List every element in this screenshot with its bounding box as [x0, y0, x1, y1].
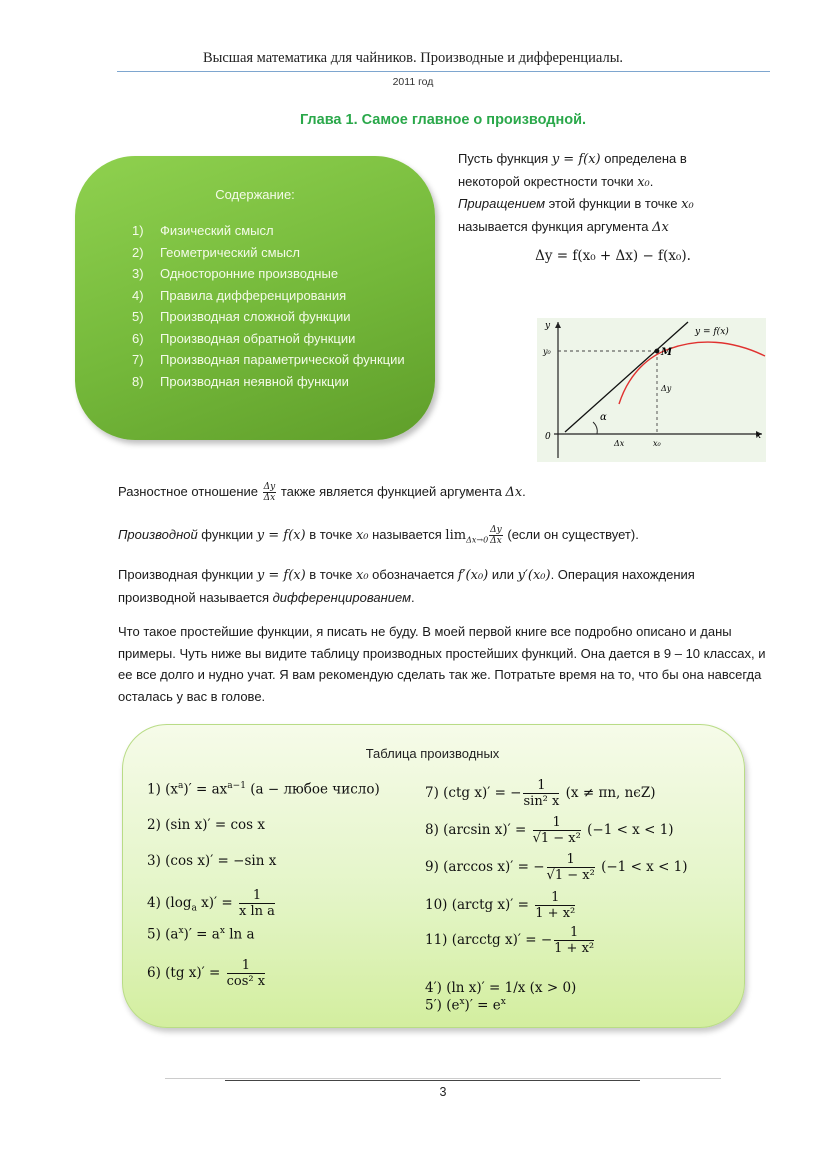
- footer-divider: [165, 1078, 721, 1079]
- header-divider: [117, 71, 770, 72]
- graph-dx-label: Δx: [614, 439, 625, 448]
- formula-6: 6) (tg x)′ = $\frac{1}{\text{cos² x}}$: [147, 958, 266, 989]
- formula-5: 5) $(a^x)' = a^x$ ln a: [147, 926, 255, 943]
- running-header: Высшая математика для чайников. Производные и дифференциалы.: [202, 50, 624, 66]
- toc-item: 3) Односторонние производные: [132, 266, 339, 281]
- formula-1: 1) $(x^a)' = ax^{a-1}$ (a − любое число): [147, 781, 380, 798]
- toc-item: 8) Производная неявной функции: [132, 373, 349, 389]
- derivative-notation-paragraph: Производная функции y = f(x) в точке x₀ обозначается f′(x₀) или y′(x₀). Операция нахождения производной называется дифференцированием.: [118, 567, 695, 605]
- formula-10: 10) (arctg x)′ = $\frac{1}{\text{1 + x²}}$: [425, 890, 576, 921]
- graph-angle-label: α: [600, 412, 607, 423]
- toc-list: [132, 220, 422, 392]
- derivative-definition-paragraph: Производной функции y = f(x) в точке x₀ называется $\lim_{\Delta x\to 0}$ $\frac{\Delta y}{\Delta x}$ (если он существует).: [118, 525, 639, 547]
- toc-item: 4) Правила дифференцирования: [132, 287, 347, 303]
- graph-x0-label: x₀: [653, 439, 661, 448]
- page-number: 3: [439, 1085, 447, 1099]
- formula-7: 7) (ctg x)′ = − $\frac{1}{\text{sin² x}}$ (x ≠ πn, nϵZ): [425, 778, 656, 809]
- header-year: 2011 год: [392, 76, 434, 88]
- toc-item: 2) Геометрический смысл: [132, 244, 301, 260]
- formula-4-prime: 4′) (ln x)′ = 1/x (x > 0): [425, 980, 577, 996]
- derivatives-table-title: Таблица производных: [365, 746, 500, 761]
- graph-svg: [537, 318, 766, 462]
- toc-item: 6) Производная обратной функции: [132, 330, 356, 346]
- increment-formula: Δy = f(x₀ + Δx) − f(x₀).: [535, 248, 691, 264]
- toc-item: 5) Производная сложной функции: [132, 309, 351, 324]
- graph-dy-label: Δy: [661, 384, 672, 393]
- graph-origin-label: 0: [545, 432, 551, 442]
- formula-4: 4) ($\log_a$ x)′ = $\frac{1}{\text{x ln a}}$: [147, 888, 275, 919]
- toc-title: Содержание:: [215, 187, 295, 202]
- formula-8: 8) (arcsin x)′ = $\frac{1}{\text{√1 − x²}}$ (−1 < x < 1): [425, 815, 674, 846]
- difference-quotient-paragraph: Разностное отношение $\frac{\Delta y}{\Delta x}$ также является функцией аргумента Δx.: [118, 482, 526, 504]
- chapter-title: Глава 1. Самое главное о производной.: [299, 112, 587, 128]
- intro-paragraph: Пусть функция y = f(x) определена в некоторой окрестности точки x₀. Приращением этой функции в точке x₀ называется функция аргумента Δx: [458, 151, 694, 235]
- graph-x-label: x: [756, 431, 762, 441]
- graph-y0-label: y₀: [543, 347, 551, 356]
- toc-item: 1) Физический смысл: [132, 223, 274, 238]
- footer-divider-dark: [225, 1080, 640, 1081]
- formula-5-prime: 5′) $(e^x)' = e^x$: [425, 997, 506, 1014]
- formula-3: 3) (cos x)′ = −sin x: [147, 853, 277, 869]
- formula-11: 11) (arcctg x)′ = − $\frac{1}{\text{1 + x²}}$: [425, 925, 595, 956]
- formula-9: 9) (arccos x)′ = − $\frac{1}{\text{√1 − x²}}$ (−1 < x < 1): [425, 852, 688, 883]
- graph-point-label: M: [661, 347, 673, 358]
- graph-curve-label: y = f(x): [695, 327, 729, 337]
- simple-functions-paragraph: Что такое простейшие функции, я писать не буду. В моей первой книге все подробно описано и даны примеры. Чуть ниже вы видите таблицу производных простейших функций. Она дается в 9 – 10 классах, и ее все долго и нудно учат. Я вам рекомендую сделать так же. Потратьте время на то, что бы она навсегда осталась у вас в голове.: [118, 624, 766, 704]
- graph-y-label: y: [545, 321, 551, 331]
- toc-item: 7) Производная параметрической функции: [132, 352, 405, 367]
- formula-2: 2) (sin x)′ = cos x: [147, 817, 266, 833]
- derivative-graph: [537, 318, 766, 462]
